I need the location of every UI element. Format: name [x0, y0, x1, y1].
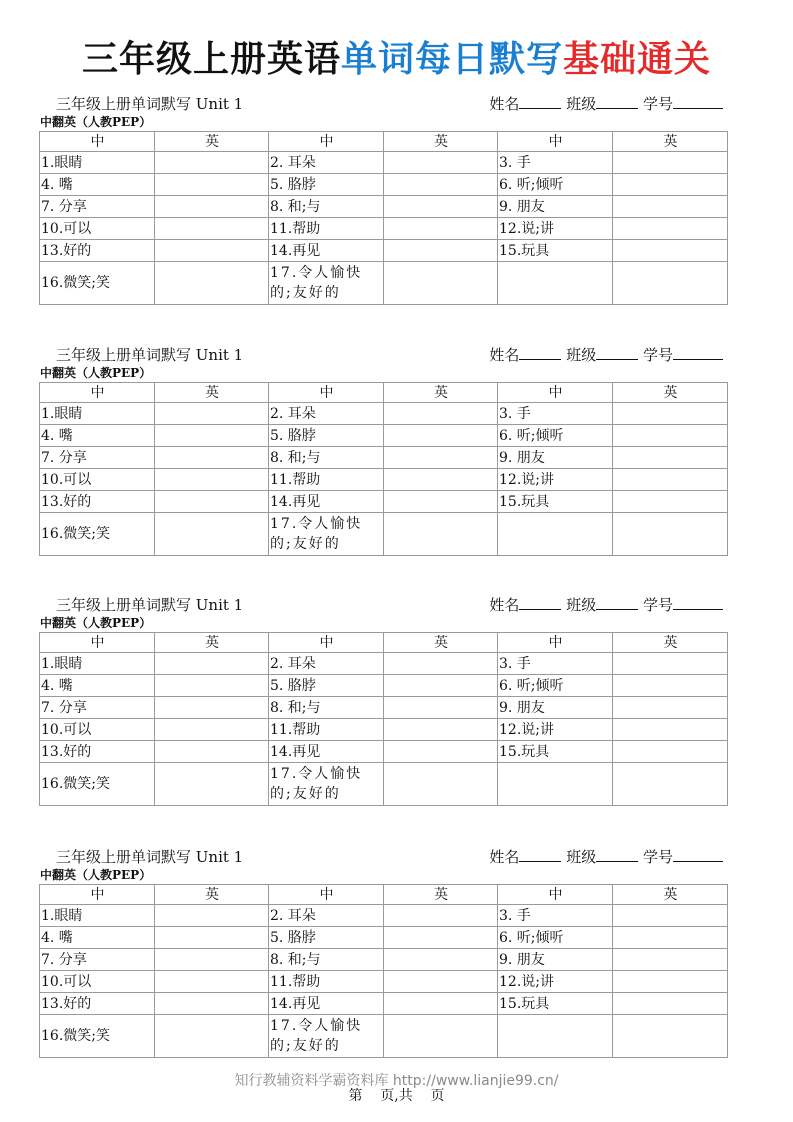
- chinese-word-cell: 9. 朋友: [498, 949, 613, 971]
- chinese-word-cell: 12.说;讲: [498, 469, 613, 491]
- chinese-word-cell: 5. 胳脖: [269, 675, 384, 697]
- worksheet-header: [39, 846, 727, 866]
- english-answer-cell[interactable]: [613, 425, 728, 447]
- title-part-1: 三年级上册英语: [81, 39, 341, 80]
- vocab-table: [39, 632, 728, 806]
- title-part-3: 基础通关: [563, 39, 712, 80]
- english-answer-cell[interactable]: [384, 152, 498, 174]
- chinese-word-cell: 16.微笑;笑: [40, 763, 155, 806]
- table-row: [40, 152, 728, 174]
- chinese-word-cell: 8. 和;与: [269, 697, 384, 719]
- english-answer-cell[interactable]: [384, 174, 498, 196]
- english-answer-cell[interactable]: [384, 675, 498, 697]
- chinese-word-cell: 1.眼睛: [40, 905, 155, 927]
- english-answer-cell[interactable]: [384, 469, 498, 491]
- column-header: 中: [40, 885, 155, 905]
- english-answer-cell[interactable]: [155, 403, 269, 425]
- column-header: 中: [269, 132, 384, 152]
- chinese-word-cell: 17.令人愉快的;友好的: [269, 513, 384, 556]
- english-answer-cell[interactable]: [155, 697, 269, 719]
- footer-source: 知行教辅资料学霸资料库 http://www.lianjie99.cn/: [234, 1073, 559, 1089]
- table-header-row: [40, 132, 728, 152]
- chinese-word-cell: 13.好的: [40, 240, 155, 262]
- chinese-word-cell: 14.再见: [269, 491, 384, 513]
- chinese-word-cell: [498, 513, 613, 556]
- chinese-word-cell: 11.帮助: [269, 218, 384, 240]
- unit-title: 三年级上册单词默写 Unit 1: [56, 95, 244, 113]
- column-header: 英: [155, 885, 269, 905]
- english-answer-cell[interactable]: [155, 469, 269, 491]
- chinese-word-cell: 7. 分享: [40, 196, 155, 218]
- chinese-word-cell: 10.可以: [40, 469, 155, 491]
- column-header: 中: [498, 132, 613, 152]
- chinese-word-cell: 1.眼睛: [40, 653, 155, 675]
- column-header: 英: [384, 633, 498, 653]
- english-answer-cell[interactable]: [155, 262, 269, 305]
- student-info: [489, 846, 723, 867]
- chinese-word-cell: 15.玩具: [498, 491, 613, 513]
- english-answer-cell[interactable]: [155, 174, 269, 196]
- worksheet-block-4: [39, 846, 727, 1058]
- english-answer-cell[interactable]: [613, 403, 728, 425]
- english-answer-cell[interactable]: [155, 971, 269, 993]
- table-header-row: [40, 885, 728, 905]
- english-answer-cell[interactable]: [155, 719, 269, 741]
- english-answer-cell[interactable]: [384, 993, 498, 1015]
- english-answer-cell[interactable]: [384, 653, 498, 675]
- table-row: [40, 1015, 728, 1058]
- vocab-table: [39, 131, 728, 305]
- worksheet-block-1: [39, 93, 727, 305]
- unit-title: 三年级上册单词默写 Unit 1: [56, 848, 244, 866]
- page-number: 第 页,共 页: [348, 1088, 445, 1104]
- english-answer-cell[interactable]: [155, 152, 269, 174]
- column-header: 中: [269, 633, 384, 653]
- worksheet-header: [39, 594, 727, 614]
- english-answer-cell[interactable]: [613, 763, 728, 806]
- class-label: 班级: [566, 95, 597, 113]
- chinese-word-cell: 17.令人愉快的;友好的: [269, 262, 384, 305]
- table-row: [40, 675, 728, 697]
- english-answer-cell[interactable]: [155, 513, 269, 556]
- english-answer-cell[interactable]: [613, 719, 728, 741]
- table-row: [40, 763, 728, 806]
- table-row: [40, 403, 728, 425]
- chinese-word-cell: 15.玩具: [498, 741, 613, 763]
- english-answer-cell[interactable]: [155, 927, 269, 949]
- chinese-word-cell: 1.眼睛: [40, 152, 155, 174]
- column-header: 中: [498, 383, 613, 403]
- column-header: 英: [155, 633, 269, 653]
- english-answer-cell[interactable]: [384, 719, 498, 741]
- table-row: [40, 218, 728, 240]
- english-answer-cell[interactable]: [155, 993, 269, 1015]
- english-answer-cell[interactable]: [613, 1015, 728, 1058]
- table-row: [40, 196, 728, 218]
- chinese-word-cell: 16.微笑;笑: [40, 262, 155, 305]
- chinese-word-cell: 13.好的: [40, 491, 155, 513]
- english-answer-cell[interactable]: [613, 927, 728, 949]
- worksheet-block-2: [39, 344, 727, 556]
- chinese-word-cell: 12.说;讲: [498, 218, 613, 240]
- id-label: 学号: [642, 596, 673, 614]
- english-answer-cell[interactable]: [613, 697, 728, 719]
- english-answer-cell[interactable]: [613, 262, 728, 305]
- name-blank[interactable]: [519, 345, 561, 360]
- chinese-word-cell: 9. 朋友: [498, 196, 613, 218]
- chinese-word-cell: [498, 262, 613, 305]
- vocab-table: [39, 382, 728, 556]
- table-row: [40, 469, 728, 491]
- chinese-word-cell: 8. 和;与: [269, 949, 384, 971]
- column-header: 中: [40, 383, 155, 403]
- chinese-word-cell: 5. 胳脖: [269, 425, 384, 447]
- english-answer-cell[interactable]: [155, 240, 269, 262]
- column-header: 中: [498, 633, 613, 653]
- english-answer-cell[interactable]: [384, 491, 498, 513]
- student-info: [489, 344, 723, 365]
- chinese-word-cell: 13.好的: [40, 741, 155, 763]
- class-blank[interactable]: [596, 595, 638, 610]
- english-answer-cell[interactable]: [384, 697, 498, 719]
- english-answer-cell[interactable]: [384, 513, 498, 556]
- name-label: 姓名: [489, 596, 520, 614]
- english-answer-cell[interactable]: [613, 993, 728, 1015]
- english-answer-cell[interactable]: [613, 174, 728, 196]
- id-blank[interactable]: [673, 595, 723, 610]
- chinese-word-cell: 8. 和;与: [269, 447, 384, 469]
- english-answer-cell[interactable]: [613, 971, 728, 993]
- english-answer-cell[interactable]: [155, 675, 269, 697]
- class-blank[interactable]: [596, 847, 638, 862]
- column-header: 中: [498, 885, 613, 905]
- chinese-word-cell: [498, 763, 613, 806]
- worksheet-header: [39, 93, 727, 113]
- table-row: [40, 993, 728, 1015]
- chinese-word-cell: 3. 手: [498, 905, 613, 927]
- english-answer-cell[interactable]: [384, 927, 498, 949]
- student-info: [489, 594, 723, 615]
- chinese-word-cell: 7. 分享: [40, 949, 155, 971]
- chinese-word-cell: 9. 朋友: [498, 447, 613, 469]
- column-header: 英: [384, 132, 498, 152]
- column-header: 英: [155, 132, 269, 152]
- english-answer-cell[interactable]: [155, 949, 269, 971]
- chinese-word-cell: 14.再见: [269, 993, 384, 1015]
- english-answer-cell[interactable]: [155, 447, 269, 469]
- column-header: 英: [384, 383, 498, 403]
- title-part-2: 单词每日默写: [340, 39, 563, 80]
- chinese-word-cell: 3. 手: [498, 653, 613, 675]
- chinese-word-cell: 4. 嘴: [40, 927, 155, 949]
- student-info: [489, 93, 723, 114]
- english-answer-cell[interactable]: [384, 196, 498, 218]
- english-answer-cell[interactable]: [613, 469, 728, 491]
- chinese-word-cell: 11.帮助: [269, 971, 384, 993]
- chinese-word-cell: 6. 听;倾听: [498, 425, 613, 447]
- column-header: 中: [40, 633, 155, 653]
- table-row: [40, 949, 728, 971]
- english-answer-cell[interactable]: [613, 741, 728, 763]
- chinese-word-cell: 3. 手: [498, 403, 613, 425]
- name-blank[interactable]: [519, 847, 561, 862]
- chinese-word-cell: 16.微笑;笑: [40, 513, 155, 556]
- id-blank[interactable]: [673, 345, 723, 360]
- english-answer-cell[interactable]: [384, 240, 498, 262]
- chinese-word-cell: 14.再见: [269, 741, 384, 763]
- english-answer-cell[interactable]: [384, 403, 498, 425]
- chinese-word-cell: 10.可以: [40, 719, 155, 741]
- english-answer-cell[interactable]: [384, 971, 498, 993]
- class-blank[interactable]: [596, 94, 638, 109]
- english-answer-cell[interactable]: [384, 763, 498, 806]
- chinese-word-cell: 4. 嘴: [40, 174, 155, 196]
- english-answer-cell[interactable]: [384, 741, 498, 763]
- table-row: [40, 971, 728, 993]
- english-answer-cell[interactable]: [384, 949, 498, 971]
- chinese-word-cell: 7. 分享: [40, 697, 155, 719]
- worksheet-header: [39, 344, 727, 364]
- name-label: 姓名: [489, 346, 520, 364]
- class-label: 班级: [566, 346, 597, 364]
- table-header-row: [40, 383, 728, 403]
- english-answer-cell[interactable]: [613, 447, 728, 469]
- table-row: [40, 425, 728, 447]
- chinese-word-cell: 10.可以: [40, 218, 155, 240]
- english-answer-cell[interactable]: [613, 653, 728, 675]
- class-label: 班级: [566, 596, 597, 614]
- chinese-word-cell: 6. 听;倾听: [498, 675, 613, 697]
- chinese-word-cell: 2. 耳朵: [269, 152, 384, 174]
- worksheet-subtitle: 中翻英（人教PEP）: [40, 366, 152, 380]
- chinese-word-cell: 2. 耳朵: [269, 653, 384, 675]
- table-row: [40, 491, 728, 513]
- chinese-word-cell: 17.令人愉快的;友好的: [269, 1015, 384, 1058]
- worksheet-subtitle: 中翻英（人教PEP）: [40, 115, 152, 129]
- table-row: [40, 262, 728, 305]
- english-answer-cell[interactable]: [613, 675, 728, 697]
- english-answer-cell[interactable]: [384, 425, 498, 447]
- chinese-word-cell: 11.帮助: [269, 719, 384, 741]
- chinese-word-cell: 2. 耳朵: [269, 403, 384, 425]
- table-row: [40, 719, 728, 741]
- english-answer-cell[interactable]: [384, 905, 498, 927]
- chinese-word-cell: 8. 和;与: [269, 196, 384, 218]
- chinese-word-cell: 15.玩具: [498, 240, 613, 262]
- table-row: [40, 697, 728, 719]
- chinese-word-cell: 16.微笑;笑: [40, 1015, 155, 1058]
- name-blank[interactable]: [519, 94, 561, 109]
- column-header: 中: [40, 132, 155, 152]
- english-answer-cell[interactable]: [613, 240, 728, 262]
- chinese-word-cell: 15.玩具: [498, 993, 613, 1015]
- id-label: 学号: [642, 848, 673, 866]
- id-label: 学号: [642, 346, 673, 364]
- column-header: 中: [269, 383, 384, 403]
- english-answer-cell[interactable]: [384, 1015, 498, 1058]
- column-header: 英: [613, 885, 728, 905]
- vocab-table: [39, 884, 728, 1058]
- english-answer-cell[interactable]: [155, 218, 269, 240]
- chinese-word-cell: 12.说;讲: [498, 971, 613, 993]
- english-answer-cell[interactable]: [384, 262, 498, 305]
- column-header: 英: [613, 132, 728, 152]
- english-answer-cell[interactable]: [155, 741, 269, 763]
- chinese-word-cell: 5. 胳脖: [269, 927, 384, 949]
- worksheet-block-3: [39, 594, 727, 806]
- chinese-word-cell: 17.令人愉快的;友好的: [269, 763, 384, 806]
- table-row: [40, 741, 728, 763]
- english-answer-cell[interactable]: [155, 491, 269, 513]
- unit-title: 三年级上册单词默写 Unit 1: [56, 346, 244, 364]
- table-row: [40, 513, 728, 556]
- table-row: [40, 653, 728, 675]
- chinese-word-cell: 9. 朋友: [498, 697, 613, 719]
- table-row: [40, 174, 728, 196]
- english-answer-cell[interactable]: [155, 763, 269, 806]
- english-answer-cell[interactable]: [384, 218, 498, 240]
- page-title: [0, 34, 793, 86]
- chinese-word-cell: 11.帮助: [269, 469, 384, 491]
- chinese-word-cell: 14.再见: [269, 240, 384, 262]
- chinese-word-cell: 12.说;讲: [498, 719, 613, 741]
- column-header: 中: [269, 885, 384, 905]
- table-row: [40, 240, 728, 262]
- chinese-word-cell: 1.眼睛: [40, 403, 155, 425]
- chinese-word-cell: 4. 嘴: [40, 425, 155, 447]
- name-label: 姓名: [489, 95, 520, 113]
- class-blank[interactable]: [596, 345, 638, 360]
- chinese-word-cell: [498, 1015, 613, 1058]
- english-answer-cell[interactable]: [613, 491, 728, 513]
- chinese-word-cell: 6. 听;倾听: [498, 927, 613, 949]
- english-answer-cell[interactable]: [384, 447, 498, 469]
- worksheet-subtitle: 中翻英（人教PEP）: [40, 616, 152, 630]
- chinese-word-cell: 7. 分享: [40, 447, 155, 469]
- english-answer-cell[interactable]: [613, 949, 728, 971]
- chinese-word-cell: 3. 手: [498, 152, 613, 174]
- column-header: 英: [613, 633, 728, 653]
- english-answer-cell[interactable]: [613, 513, 728, 556]
- table-row: [40, 927, 728, 949]
- english-answer-cell[interactable]: [613, 218, 728, 240]
- table-row: [40, 447, 728, 469]
- name-blank[interactable]: [519, 595, 561, 610]
- column-header: 英: [613, 383, 728, 403]
- chinese-word-cell: 2. 耳朵: [269, 905, 384, 927]
- id-label: 学号: [642, 95, 673, 113]
- worksheet-subtitle: 中翻英（人教PEP）: [40, 868, 152, 882]
- english-answer-cell[interactable]: [155, 196, 269, 218]
- column-header: 英: [384, 885, 498, 905]
- id-blank[interactable]: [673, 94, 723, 109]
- chinese-word-cell: 6. 听;倾听: [498, 174, 613, 196]
- english-answer-cell[interactable]: [155, 1015, 269, 1058]
- chinese-word-cell: 4. 嘴: [40, 675, 155, 697]
- table-row: [40, 905, 728, 927]
- english-answer-cell[interactable]: [155, 425, 269, 447]
- unit-title: 三年级上册单词默写 Unit 1: [56, 596, 244, 614]
- name-label: 姓名: [489, 848, 520, 866]
- chinese-word-cell: 10.可以: [40, 971, 155, 993]
- chinese-word-cell: 5. 胳脖: [269, 174, 384, 196]
- english-answer-cell[interactable]: [613, 905, 728, 927]
- english-answer-cell[interactable]: [613, 196, 728, 218]
- english-answer-cell[interactable]: [155, 653, 269, 675]
- chinese-word-cell: 13.好的: [40, 993, 155, 1015]
- english-answer-cell[interactable]: [155, 905, 269, 927]
- table-header-row: [40, 633, 728, 653]
- column-header: 英: [155, 383, 269, 403]
- english-answer-cell[interactable]: [613, 152, 728, 174]
- class-label: 班级: [566, 848, 597, 866]
- id-blank[interactable]: [673, 847, 723, 862]
